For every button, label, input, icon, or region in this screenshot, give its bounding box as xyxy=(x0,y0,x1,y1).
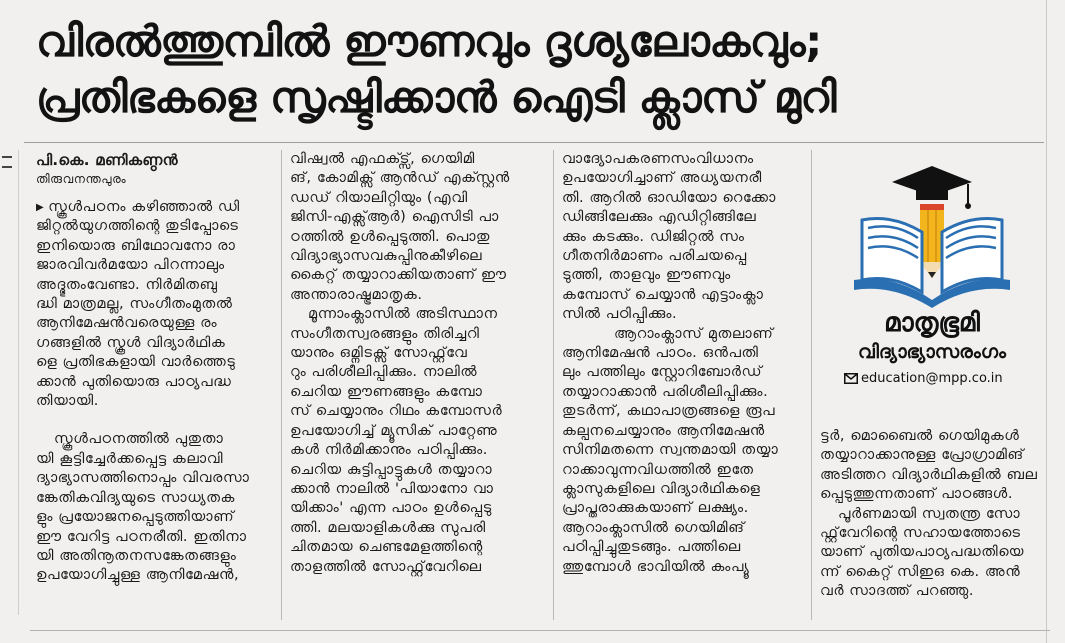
paragraph-line: ഉപയോഗിച്ചുള്ള ആനിമേഷൻ, xyxy=(36,567,240,584)
paragraph-line: വാദ്യോപകരണസംവിധാനം xyxy=(562,151,754,167)
bottom-rule xyxy=(30,630,1050,631)
paragraph-line: യാനും ഒമ്നിടക്സ് സോഫ്റ്റ്‌വേ xyxy=(290,345,468,362)
paragraph-line: സിൽ പഠിപ്പിക്കും. xyxy=(562,306,678,323)
paragraph-line: ഉപയോഗിച്ചാണ് അധ്യയനരീ xyxy=(562,170,762,187)
paragraph-line: കല്പനചെയ്യാനും ആനിമേഷൻ xyxy=(562,422,765,439)
paragraph-line: റും പരിശീലിപ്പിക്കും. നാലിൽ xyxy=(290,364,478,381)
book-pencil-graduation-cap-icon xyxy=(822,162,1042,308)
paragraph-line: ക്കാൻ നാലിൽ 'പിയാനോ വാ xyxy=(290,480,494,497)
paragraph-line: സ്കൂൾപഠനത്തിൽ പുതുതാ xyxy=(54,431,224,448)
article-column-2 xyxy=(290,150,545,577)
paragraph-line: യാണ് പുതിയപാഠ്യപദ്ധതിയെ xyxy=(820,544,1024,561)
article-column-1 xyxy=(36,150,274,586)
paragraph-line: തി. ആറിൽ ഓഡിയോ റെക്കോ xyxy=(562,189,776,206)
column-divider xyxy=(553,150,554,620)
paragraph-line: ▶ സ്കൂൾപഠനം കഴിഞ്ഞാൽ ഡി xyxy=(36,198,274,217)
left-margin-rule xyxy=(18,150,19,615)
paragraph-line: ഗങ്ങളിൽ സ്കൂൾ വിദ്യാർഥിക xyxy=(36,334,226,351)
byline-author: പി.കെ. മണികണ്ഠൻ xyxy=(36,151,178,169)
paragraph-line: പ്രാപ്തരാക്കുകയാണ് ലക്ഷ്യം. xyxy=(562,500,749,517)
crop-mark xyxy=(2,166,12,168)
paragraph-line: വിദ്യാഭ്യാസവകുപ്പിനുകീഴിലെ xyxy=(290,248,483,265)
paragraph-line: വിഷ്വൽ എഫക്ട്സ്, ഗെയിമി xyxy=(290,151,475,167)
paragraph-line: ദ്ധി മാത്രമല്ല, സംഗീതംമുതൽ xyxy=(36,296,233,313)
paragraph-line: ത്തുമ്പോൾ ഭാവിയിൽ കംപ്യൂ xyxy=(562,558,750,575)
paragraph-line: ചിതമായ ചെണ്ടമേളത്തിന്റെ xyxy=(290,539,483,556)
headline-line-1: വിരൽത്തുമ്പിൽ ഈണവും ദൃശ്യലോകവും; xyxy=(36,17,822,67)
paragraph-line: യി അതിനൂതനസങ്കേതങ്ങളും xyxy=(36,547,237,564)
paragraph-line: കൾ നിർമിക്കാനും പഠിപ്പിക്കും. xyxy=(290,442,488,459)
paragraph-line: റാക്കാവുന്നവിധത്തിൽ ഇതേ xyxy=(562,461,754,478)
paragraph-line: കമ്പോസ് ചെയ്യാൻ എട്ടാംക്ലാ xyxy=(562,286,764,303)
contact-email xyxy=(844,370,1044,388)
headline-line-2: പ്രതിഭകളെ സൃഷ്ടിക്കാൻ ഐടി ക്ലാസ് മുറി xyxy=(36,73,836,123)
article-column-4 xyxy=(820,427,1042,602)
paragraph-line: സ് ചെയ്യാനും റിഥം കമ്പോസർ xyxy=(290,403,503,420)
triangle-bullet-icon: ▶ xyxy=(36,202,45,213)
mathrubhumi-vidyabhyasam-logo xyxy=(822,162,1042,392)
paragraph-line: ളും പ്രയോജനപ്പെടുത്തിയാണ് xyxy=(36,509,235,526)
page-edge-rule xyxy=(1046,0,1047,643)
paragraph-line: ങ്കേതികവിദ്യയുടെ സാധ്യതക xyxy=(36,489,235,506)
paragraph-line: വർ സാദത്ത് പറഞ്ഞു. xyxy=(820,583,975,600)
paragraph-line: തുടർന്ന്, കഥാപാത്രങ്ങളെ രൂപ xyxy=(562,403,776,420)
paragraph-line: ആനിമേഷൻ പാഠം. ഒൻപതി xyxy=(562,345,759,362)
headline xyxy=(36,14,1026,126)
paragraph-line: തയ്യാറാക്കാനുള്ള പ്രോഗ്രാമിങ് xyxy=(820,447,1024,464)
paragraph-line: തിയായി. xyxy=(36,393,99,410)
paragraph-line: യിക്കാം' എന്ന പാഠം ഉൾപ്പെടു xyxy=(290,500,492,517)
logo-title: മാതൃഭൂമി xyxy=(884,308,980,338)
paragraph-line: ഫ്റ്റ്‌വേറിന്റെ സഹായത്തോടെ xyxy=(820,525,1021,542)
paragraph-line: ഇനിയൊരു ബിഥോവനോ രാ xyxy=(36,237,236,254)
paragraph-line: ലും പത്തിലും സ്റ്റോറിബോർഡ് xyxy=(562,364,763,381)
crop-mark xyxy=(2,156,12,158)
paragraph-line: ജിസി-എക്സ്ആർ) ഐസിടി പാ xyxy=(290,209,499,226)
paragraph-line: ക്ലാസുകളിലെ വിദ്യാർഥികളെ xyxy=(562,480,761,497)
paragraph-line: ഉപയോഗിച്ച് മ്യൂസിക് പാറ്റേണു xyxy=(290,422,498,439)
paragraph-gap xyxy=(36,411,274,430)
paragraph-line: ഡിങ്ങിലേക്കും എഡിറ്റിങ്ങിലേ xyxy=(562,209,757,226)
paragraph-line: അന്താരാഷ്ട്രമാതൃക. xyxy=(290,286,423,303)
paragraph-line: സിനിമതന്നെ സ്വന്തമായി തയ്യാ xyxy=(562,442,779,459)
paragraph-line: ടുത്തി, താളവും ഈണവും xyxy=(562,267,731,284)
paragraph-line: ഈ വേറിട്ട പഠനരീതി. ഇതിനാ xyxy=(36,528,247,545)
paragraph-line: യി കൂട്ടിച്ചേർക്കപ്പെട്ട കലാവി xyxy=(36,450,224,467)
paragraph-line: ഠത്തിൽ ഉൾപ്പെടുത്തി. പൊതു xyxy=(290,228,490,245)
paragraph-line: ഡഡ് റിയാലിറ്റിയും (എവി xyxy=(290,189,468,206)
headline-divider xyxy=(24,142,1044,143)
paragraph-line: താളത്തിൽ സോഫ്റ്റ്‌വേറിലെ xyxy=(290,558,482,575)
byline-place: തിരുവനന്തപുരം xyxy=(36,172,127,186)
article-column-3 xyxy=(562,150,807,577)
paragraph-line: ചെറിയ ഈണങ്ങളും കമ്പോ xyxy=(290,383,483,400)
paragraph-line: ആനിമേഷൻവരെയുള്ള രം xyxy=(36,315,218,332)
paragraph-line: സംഗീതസ്വരങ്ങളും തിരിച്ചറി xyxy=(290,325,480,342)
paragraph-line: പ്പെടുത്തുന്നതാണ് പാഠങ്ങൾ. xyxy=(820,486,1014,503)
column-divider xyxy=(281,150,282,620)
paragraph-line: കൈറ്റ് തയ്യാറാക്കിയതാണ് ഈ xyxy=(290,267,507,284)
email-text: education@mpp.co.in xyxy=(861,371,1003,386)
paragraph-line: തയ്യാറാക്കാൻ പരിശീലിപ്പിക്കും. xyxy=(562,383,769,400)
paragraph-line: ളെ പ്രതിഭകളായി വാർത്തെടു xyxy=(36,354,236,371)
paragraph-line: ഗീതനിർമാണം പരിചയപ്പെ xyxy=(562,248,747,265)
paragraph-line: പൂർണമായി സ്വതന്ത്ര സോ xyxy=(838,505,1021,522)
column-divider xyxy=(811,150,812,620)
paragraph-line: അദ്ഭുതംവേണ്ടാ. നിർമിതബു xyxy=(36,276,218,293)
paragraph-line: ത്തി. മലയാളികൾക്കു സുപരി xyxy=(290,519,486,536)
logo-subtitle: വിദ്യാഭ്യാസരംഗം xyxy=(858,341,1006,363)
paragraph-line: ജിറ്റൽയുഗത്തിന്റെ തുടിപ്പോടെ xyxy=(36,218,239,235)
paragraph-line: മൂന്നാംക്ലാസിൽ അടിസ്ഥാന xyxy=(308,306,498,323)
paragraph-line: ങ്, കോമിക്സ് ആൻഡ് എക്സ്റ്റൻ xyxy=(290,170,510,187)
paragraph-line: ദ്യാഭ്യാസത്തിനൊപ്പം വിവരസാ xyxy=(36,470,250,487)
paragraph-line: ട്ടർ, മൊബൈൽ ഗെയിമുകൾ xyxy=(820,428,1020,444)
paragraph-line: ആറാംക്ലാസ് മുതലാണ് xyxy=(614,325,774,342)
mail-icon xyxy=(844,373,858,384)
paragraph-line: ചെറിയ കുട്ടിപ്പാട്ടുകൾ തയ്യാറാ xyxy=(290,461,493,478)
paragraph-line: അടിത്തറ വിദ്യാർഥികളിൽ ബല xyxy=(820,466,1038,483)
paragraph-line: ആറാംക്ലാസിൽ ഗെയിമിങ് xyxy=(562,519,745,536)
paragraph-line: ക്കാൻ പുതിയൊരു പാഠ്യപദ്ധ xyxy=(36,373,232,390)
paragraph-line: ന്ന് കൈറ്റ് സിഇഒ കെ. അൻ xyxy=(820,563,1021,580)
paragraph-line: ക്കും കടക്കും. ഡിജിറ്റൽ സം xyxy=(562,228,745,245)
paragraph-line: പഠിപ്പിച്ചുതുടങ്ങും. പത്തിലെ xyxy=(562,539,741,556)
paragraph-line: ജാരവിവർമയോ പിറന്നാലും xyxy=(36,257,225,274)
